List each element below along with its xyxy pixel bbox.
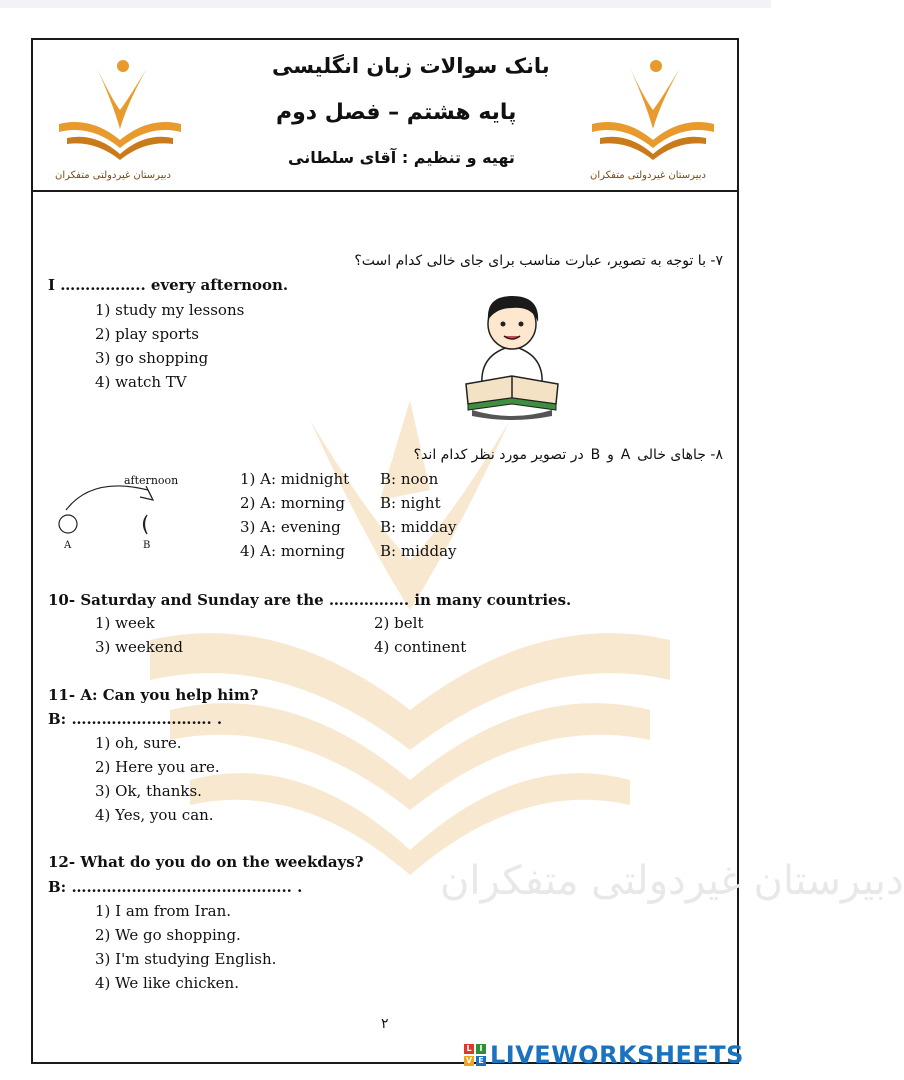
q11-option-2[interactable]: 2) Here you are. [95,758,220,776]
boy-reading-book-icon [462,284,562,420]
q12-option-4[interactable]: 4) We like chicken. [95,974,239,992]
q8-option-3-b: B: midday [380,518,457,536]
diagram-label-a: A [64,540,72,551]
q10-option-4[interactable]: 4) continent [374,638,467,656]
bank-title: بانک سوالات زبان انگلیسی [272,54,550,78]
q8-option-4-a[interactable]: 4) A: morning [240,542,345,560]
q12-option-2[interactable]: 2) We go shopping. [95,926,241,944]
q10-option-3[interactable]: 3) weekend [95,638,183,656]
q8-option-3-a[interactable]: 3) A: evening [240,518,341,536]
diagram-label-b: B [143,540,151,551]
liveworksheets-logo-icon [464,1044,486,1066]
school-caption-left: دبیرستان غیردولتی متفکران [55,170,171,181]
q12-answer-line: B: …………………………………….. . [48,878,303,896]
q8-option-2-a[interactable]: 2) A: morning [240,494,345,512]
q12-stem: 12- What do you do on the weekdays? [48,853,364,871]
diagram-afternoon-label: afternoon [124,474,179,487]
q10-option-2[interactable]: 2) belt [374,614,424,632]
q7-option-4[interactable]: 4) watch TV [95,373,187,391]
school-logo-right-icon [588,54,718,164]
q7-prompt: ۷- با توجه به تصویر، عبارت مناسب برای جای خالی کدام است؟ [354,253,723,269]
q11-answer-line: B: ………………………. . [48,710,223,728]
logo-letter-i: I [476,1044,486,1054]
q10-stem: 10- Saturday and Sunday are the ……………. in many countries. [48,591,572,609]
school-caption-right: دبیرستان غیردولتی متفکران [590,170,706,181]
grade-chapter-title: پایه هشتم – فصل دوم [276,100,517,125]
q8-option-4-b: B: midday [380,542,457,560]
q8-prompt: ۸- جاهای خالی A و B در تصویر مورد نظر کدام اند؟ [413,447,723,463]
q11-stem: 11- A: Can you help him? [48,686,259,704]
liveworksheets-brand[interactable] [464,1040,744,1070]
logo-letter-v: V [465,1056,473,1065]
q8-option-2-b: B: night [380,494,441,512]
watermark-text: دبیرستان غیردولتی متفکران [440,858,904,904]
logo-letter-l: L [464,1044,474,1054]
q10-option-1[interactable]: 1) week [95,614,155,632]
liveworksheets-wordmark: LIVEWORKSHEETS [490,1041,744,1069]
author-line: تهیه و تنظیم : آقای سلطانی [288,148,515,167]
q7-option-3[interactable]: 3) go shopping [95,349,209,367]
q7-stem: I …………….. every afternoon. [48,276,289,294]
q11-option-1[interactable]: 1) oh, sure. [95,734,182,752]
q12-option-3[interactable]: 3) I'm studying English. [95,950,277,968]
header-divider [33,190,737,192]
q8-option-1-b: B: noon [380,470,439,488]
logo-letter-e: E [476,1056,486,1066]
q7-option-2[interactable]: 2) play sports [95,325,199,343]
q11-option-4[interactable]: 4) Yes, you can. [95,806,214,824]
page-number: ۲ [381,1016,389,1032]
school-logo-left-icon [55,54,185,164]
q12-option-1[interactable]: 1) I am from Iran. [95,902,232,920]
q7-option-1[interactable]: 1) study my lessons [95,301,245,319]
q11-option-3[interactable]: 3) Ok, thanks. [95,782,202,800]
top-strip [0,0,771,8]
q8-option-1-a[interactable]: 1) A: midnight [240,470,350,488]
